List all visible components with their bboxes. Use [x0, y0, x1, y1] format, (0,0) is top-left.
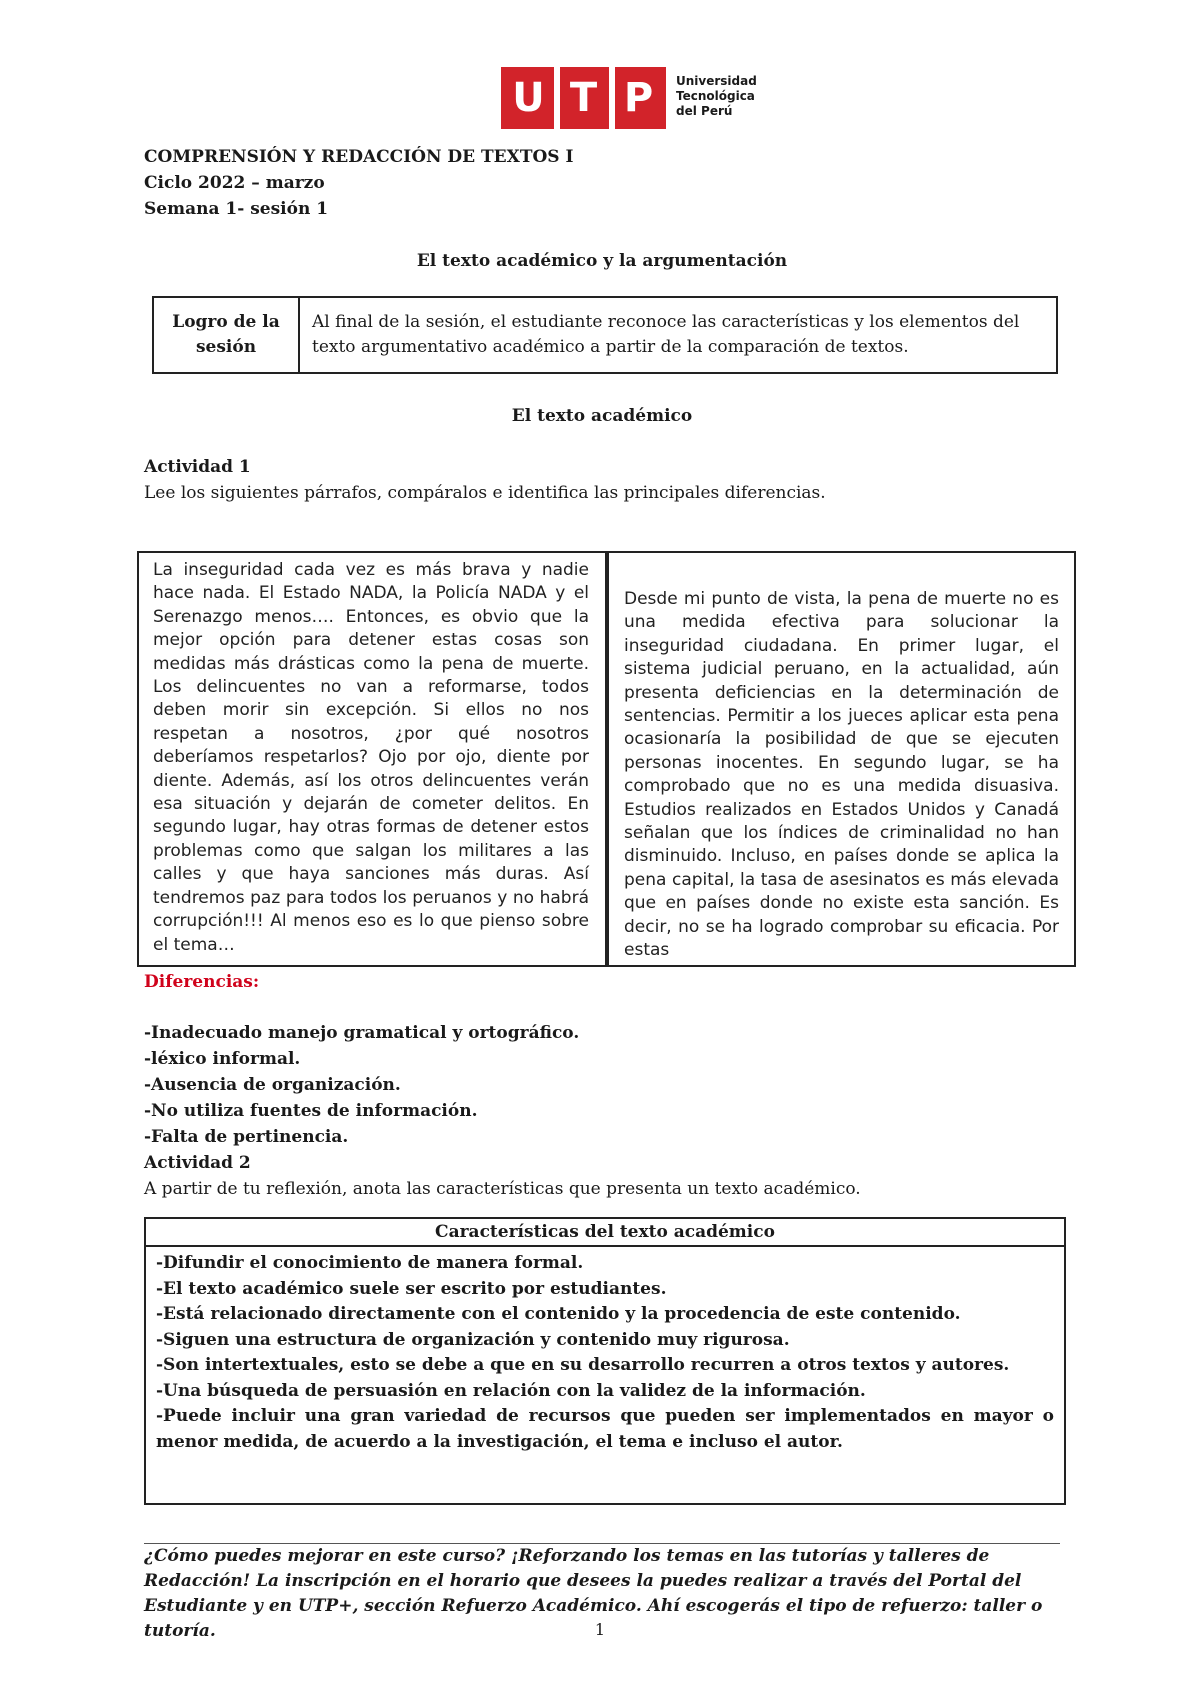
university-name-line2: Tecnológica [676, 89, 755, 103]
activity2-instruction: A partir de tu reflexión, anota las características que presenta un texto académico. [144, 1179, 861, 1199]
characteristic-item: -Son intertextuales, esto se debe a que en su desarrollo recurren a otros textos y autores. [156, 1355, 1010, 1375]
difference-item: -No utiliza fuentes de información. [144, 1101, 478, 1121]
logo-letter-t: T [569, 75, 598, 121]
course-week: Semana 1- sesión 1 [144, 199, 329, 219]
university-name-line3: del Perú [676, 104, 733, 118]
utp-logo [501, 67, 666, 129]
characteristic-item: -Difundir el conocimiento de manera formal. [156, 1253, 584, 1273]
difference-item: -Falta de pertinencia. [144, 1127, 349, 1147]
logro-table [152, 296, 1058, 374]
main-title: El texto académico y la argumentación [416, 251, 788, 271]
differences-list [144, 1020, 579, 1150]
characteristic-item: -Una búsqueda de persuasión en relación con la validez de la información. [156, 1380, 866, 1401]
course-title: COMPRENSIÓN Y REDACCIÓN DE TEXTOS I [144, 147, 574, 167]
page-number: 1 [594, 1620, 606, 1639]
characteristics-header: Características del texto académico [146, 1219, 1064, 1247]
section-title: El texto académico [511, 406, 693, 426]
logro-label: Logro de la sesión [154, 298, 300, 372]
activity2-title: Actividad 2 [144, 1153, 251, 1173]
characteristics-list [146, 1247, 1064, 1455]
logo-letter-u: U [512, 75, 545, 121]
logo-letter-p: P [623, 75, 654, 121]
characteristic-item: -El texto académico suele ser escrito por estudiantes. [156, 1278, 667, 1299]
informal-paragraph-box [137, 551, 607, 967]
differences-title: Diferencias: [144, 972, 260, 992]
footer-note: ¿Cómo puedes mejorar en este curso? ¡Reforzando los temas en las tutorías y talleres de Redacción! La inscripción en el horario que desees la puedes realizar a través del Portal del Estudiante y en UTP+, sección Refuerzo Académico. Ahí escogerás el tipo de refuerzo: taller o tutoría. [144, 1546, 1043, 1641]
course-cycle: Ciclo 2022 – marzo [144, 173, 325, 193]
characteristic-item: -Puede incluir una gran variedad de recursos que pueden ser implementados en mayor o menor medida, de acuerdo a la investigación, el tema e incluso el autor. [156, 1406, 1054, 1452]
university-name [676, 74, 757, 119]
difference-item: -Inadecuado manejo gramatical y ortográfico. [144, 1023, 580, 1043]
university-name-line1: Universidad [676, 74, 757, 88]
activity1-instruction: Lee los siguientes párrafos, compáralos e identifica las principales diferencias. [144, 483, 826, 503]
course-header [144, 144, 573, 222]
academic-paragraph-box [607, 551, 1076, 967]
academic-paragraph: Desde mi punto de vista, la pena de muerte no es una medida efectiva para solucionar la inseguridad ciudadana. En primer lugar, el sistema judicial peruano, en la actualidad, aún presenta deficiencias en la determinación de sentencias. Permitir a los jueces aplicar esta pena ocasionaría la posibilidad de que se ejecuten personas inocentes. En segundo lugar, se ha comprobado que no es una medida disuasiva. Estudios realizados en Estados Unidos y Canadá señalan que los índices de criminalidad no han disminuido. Incluso, en países donde se aplica la pena capital, la tasa de asesinatos es más elevada que en países donde no existe esta sanción. Es decir, no se ha logrado comprobar su eficacia. Por estas [624, 589, 1059, 961]
difference-item: -Ausencia de organización. [144, 1075, 401, 1095]
characteristic-item: -Está relacionado directamente con el contenido y la procedencia de este contenido. [156, 1304, 961, 1324]
characteristics-table [144, 1217, 1066, 1505]
characteristic-item: -Siguen una estructura de organización y contenido muy rigurosa. [156, 1329, 790, 1350]
informal-paragraph: La inseguridad cada vez es más brava y nadie hace nada. El Estado NADA, la Policía NADA y el Serenazgo menos…. Entonces, es obvio que la mejor opción para detener estas cosas son medidas más drásticas como la pena de muerte. Los delincuentes no van a reformarse, todos deben morir sin excepción. Si ellos no nos respetan a nosotros, ¿por qué nosotros deberíamos respetarlos? Ojo por ojo, diente por diente. Además, así los otros delincuentes verán esa situación y dejarán de cometer delitos. En segundo lugar, hay otras formas de detener estos problemas como que salgan los militares a las calles y que haya sanciones más duras. Así tendremos paz para todos los peruanos y no habrá corrupción!!! Al menos eso es lo que pienso sobre el tema… [153, 560, 589, 955]
activity1-title: Actividad 1 [144, 457, 251, 477]
difference-item: -léxico informal. [144, 1049, 301, 1069]
logro-text: Al final de la sesión, el estudiante reconoce las características y los elementos del texto argumentativo académico a partir de la comparación de textos. [312, 312, 1020, 357]
